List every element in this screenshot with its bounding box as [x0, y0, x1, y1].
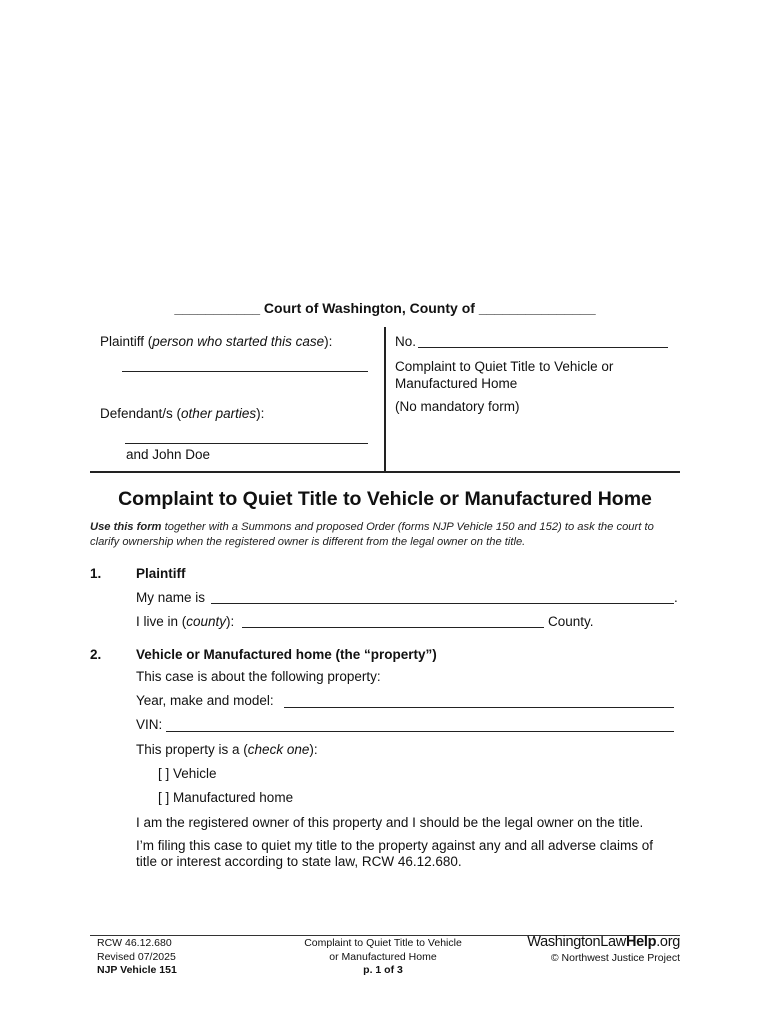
- court-text: Court of Washington, County of: [263, 300, 475, 316]
- vin-field[interactable]: [166, 731, 674, 732]
- registered-owner-statement: I am the registered owner of this property and I should be the legal owner on the title.: [136, 815, 644, 830]
- caption-divider: [384, 327, 386, 471]
- instructions: Use this form together with a Summons and proposed Order (forms NJP Vehicle 150 and 152) to ask the court to clarify ownership when the registered owner is different from the legal owner on the title.: [90, 521, 654, 548]
- footer-center: Complaint to Quiet Title to Vehicle or Manufactured Home p. 1 of 3: [280, 937, 486, 978]
- section-2-number: 2.: [90, 647, 102, 662]
- court-header: [0, 300, 770, 316]
- footer-left: [97, 937, 177, 978]
- washingtonlawhelp-logo: WashingtonLawHelp.org: [527, 934, 680, 950]
- year-make-model-label: Year, make and model:: [136, 693, 274, 708]
- property-type-label: This property is a (check one):: [136, 742, 318, 757]
- case-title: Complaint to Quiet Title to Vehicle or Manufactured Home: [395, 359, 614, 391]
- no-mandatory-form: (No mandatory form): [395, 399, 520, 414]
- plaintiff-label: Plaintiff (person who started this case):: [100, 334, 333, 349]
- defendant-name-field[interactable]: [125, 443, 368, 444]
- section-1-heading: Plaintiff: [136, 566, 186, 581]
- name-field[interactable]: [211, 603, 674, 604]
- year-make-model-field[interactable]: [284, 707, 674, 708]
- footer-revised: Revised 07/2025: [97, 950, 176, 963]
- county-field[interactable]: [242, 627, 544, 628]
- checkbox-manufactured-home[interactable]: [ ] Manufactured home: [158, 790, 294, 805]
- property-intro: This case is about the following property:: [136, 669, 381, 684]
- vin-label: VIN:: [136, 717, 163, 732]
- quiet-title-statement: I’m filing this case to quiet my title to the property against any and all adverse claims of title or interest according to state law, RCW 46.12.680.: [136, 838, 654, 869]
- plaintiff-name-field[interactable]: [122, 371, 368, 372]
- court-prefix-blank: ___________: [174, 300, 261, 316]
- footer-right: [520, 934, 680, 964]
- case-number-label: No.: [395, 334, 417, 349]
- case-number-field[interactable]: [418, 347, 668, 348]
- footer-rcw: RCW 46.12.680: [97, 937, 172, 949]
- county-label: I live in (county):: [136, 614, 235, 629]
- checkbox-vehicle[interactable]: [ ] Vehicle: [158, 766, 217, 781]
- court-suffix-blank: _______________: [478, 300, 596, 316]
- name-label: My name is: [136, 590, 206, 605]
- name-end: .: [674, 590, 678, 605]
- county-suffix: County.: [548, 614, 594, 629]
- page-number: p. 1 of 3: [363, 964, 403, 976]
- copyright-text: © Northwest Justice Project: [550, 952, 680, 964]
- and-john-doe: and John Doe: [126, 447, 211, 462]
- defendant-label: Defendant/s (other parties):: [100, 406, 265, 421]
- section-1-number: 1.: [90, 566, 102, 581]
- section-2-heading: Vehicle or Manufactured home (the “property”): [136, 647, 437, 662]
- footer-form-id: NJP Vehicle 151: [97, 964, 177, 976]
- document-title: Complaint to Quiet Title to Vehicle or Manufactured Home: [118, 488, 652, 510]
